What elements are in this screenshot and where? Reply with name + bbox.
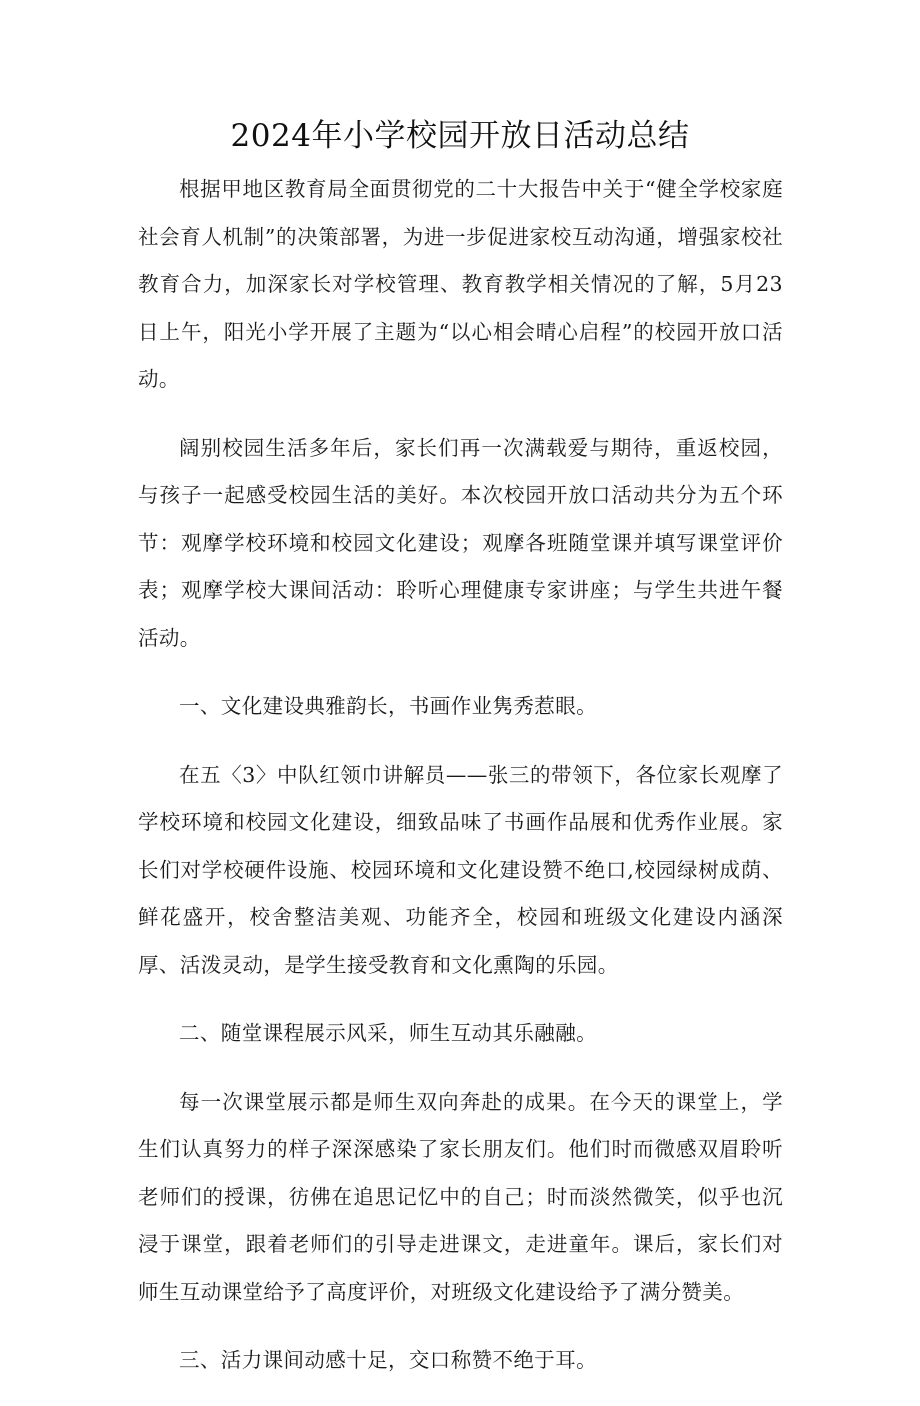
section-heading-3: 三、活力课间动感十足，交口称赞不绝于耳。 xyxy=(179,1348,597,1372)
overview-paragraph: 阔别校园生活多年后，家长们再一次满载爱与期待，重返校园，与孩子一起感受校园生活的美好。本次校园开放口活动共分为五个环节：观摩学校环境和校园文化建设；观摩各班随堂课并填写课堂评价表；观摩学校大课间活动：聆听心理健康专家讲座；与学生共进午餐活动。 xyxy=(138,435,783,650)
section-2-paragraph: 每一次课堂展示都是师生双向奔赴的成果。在今天的课堂上，学生们认真努力的样子深深感染了家长朋友们。他们时而微感双眉聆听老师们的授课，彷佛在追思记忆中的自己；时而淡然微笑，似乎也沉浸于课堂，跟着老师们的引导走进课文，走进童年。课后，家长们对师生互动课堂给予了高度评价，对班级文化建设给予了满分赞美。 xyxy=(138,1089,783,1304)
section-1-paragraph: 在五〈3〉中队红领巾讲解员——张三的带领下，各位家长观摩了学校环境和校园文化建设，细致品味了书画作品展和优秀作业展。家长们对学校硬件设施、校园环境和文化建设赞不绝口,校园绿树成荫、鲜花盛开，校舍整洁美观、功能齐全，校园和班级文化建设内涵深厚、活泼灵动，是学生接受教育和文化熏陶的乐园。 xyxy=(138,762,783,977)
intro-paragraph: 根据甲地区教育局全面贯彻党的二十大报告中关于“健全学校家庭社会育人机制”的决策部署，为进一步促进家校互动沟通，增强家校社教育合力，加深家长对学校管理、教育教学相关情况的了解，5月23日上午，阳光小学开展了主题为“以心相会晴心启程”的校园开放口活动。 xyxy=(138,177,783,391)
document-title: 2024年小学校园开放日活动总结 xyxy=(230,118,690,154)
section-heading-1: 一、文化建设典雅韵长，书画作业隽秀惹眼。 xyxy=(179,694,597,718)
section-heading-2: 二、随堂课程展示风采，师生互动其乐融融。 xyxy=(179,1021,597,1045)
document-body xyxy=(138,166,783,1406)
